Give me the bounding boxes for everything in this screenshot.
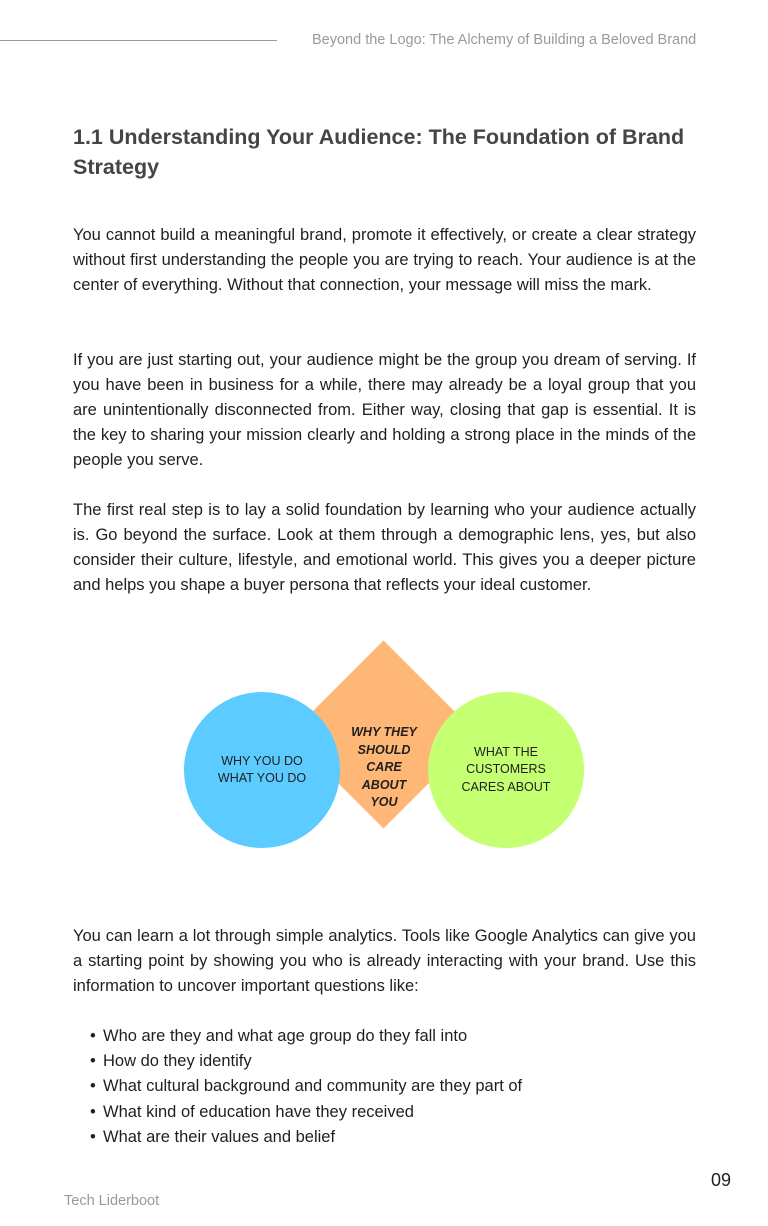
section-title: 1.1 Understanding Your Audience: The Foundation of Brand Strategy xyxy=(73,125,685,179)
why-you-do-label: WHY YOU DO WHAT YOU DO xyxy=(217,753,307,785)
list-item-text: What cultural background and community are they part of xyxy=(103,1077,523,1096)
footer-brand: Tech Liderboot xyxy=(64,1193,160,1209)
paragraph-foundation: The first real step is to lay a solid foundation by learning who your audience actually is. Go beyond the surface. Look at them through a demographic lens, yes, but also consider their culture, lifestyle, and emotional world. This gives you a deeper picture and helps you shape a buyer persona that reflects your ideal customer. xyxy=(73,501,696,594)
list-item xyxy=(90,1125,522,1150)
bullet-icon: • xyxy=(90,1077,96,1096)
list-item xyxy=(90,1100,522,1125)
why-you-do-circle xyxy=(184,692,340,848)
list-item-text: What are their values and belief xyxy=(103,1127,336,1146)
list-item xyxy=(90,1024,522,1049)
bullet-icon: • xyxy=(90,1052,96,1071)
paragraph-analytics: You can learn a lot through simple analytics. Tools like Google Analytics can give you a starting point by showing you who is already interacting with your brand. Use this information to uncover important questions like: xyxy=(73,927,696,995)
list-item xyxy=(90,1049,522,1074)
running-header-title: Beyond the Logo: The Alchemy of Building a Beloved Brand xyxy=(312,32,697,48)
paragraph-audience-gap: If you are just starting out, your audience might be the group you dream of serving. If you have been in business for a while, there may already be a loyal group that you are unintentionally disconnected from. Either way, closing that gap is essential. It is the key to sharing your mission clearly and holding a strong place in the minds of the people you serve. xyxy=(73,351,696,469)
customers-care-circle xyxy=(428,692,584,848)
page-number: 09 xyxy=(711,1170,732,1190)
customers-care-label: WHAT THE CUSTOMERS CARES ABOUT xyxy=(461,744,551,794)
bullet-icon: • xyxy=(90,1102,96,1121)
audience-questions-list xyxy=(90,1024,522,1150)
list-item xyxy=(90,1074,522,1099)
header-rule xyxy=(0,40,277,41)
list-item-text: How do they identify xyxy=(103,1052,252,1071)
list-item-text: Who are they and what age group do they fall into xyxy=(103,1027,468,1045)
bullet-icon: • xyxy=(90,1127,96,1146)
why-they-care-label: WHY THEY SHOULD CARE ABOUT YOU xyxy=(351,725,417,809)
bullet-icon: • xyxy=(90,1027,96,1045)
list-item-text: What kind of education have they received xyxy=(103,1102,414,1121)
paragraph-intro: You cannot build a meaningful brand, promote it effectively, or create a clear strategy without first understanding the people you are trying to reach. Your audience is at the center of everything. Without that connection, your message will miss the mark. xyxy=(73,226,696,294)
